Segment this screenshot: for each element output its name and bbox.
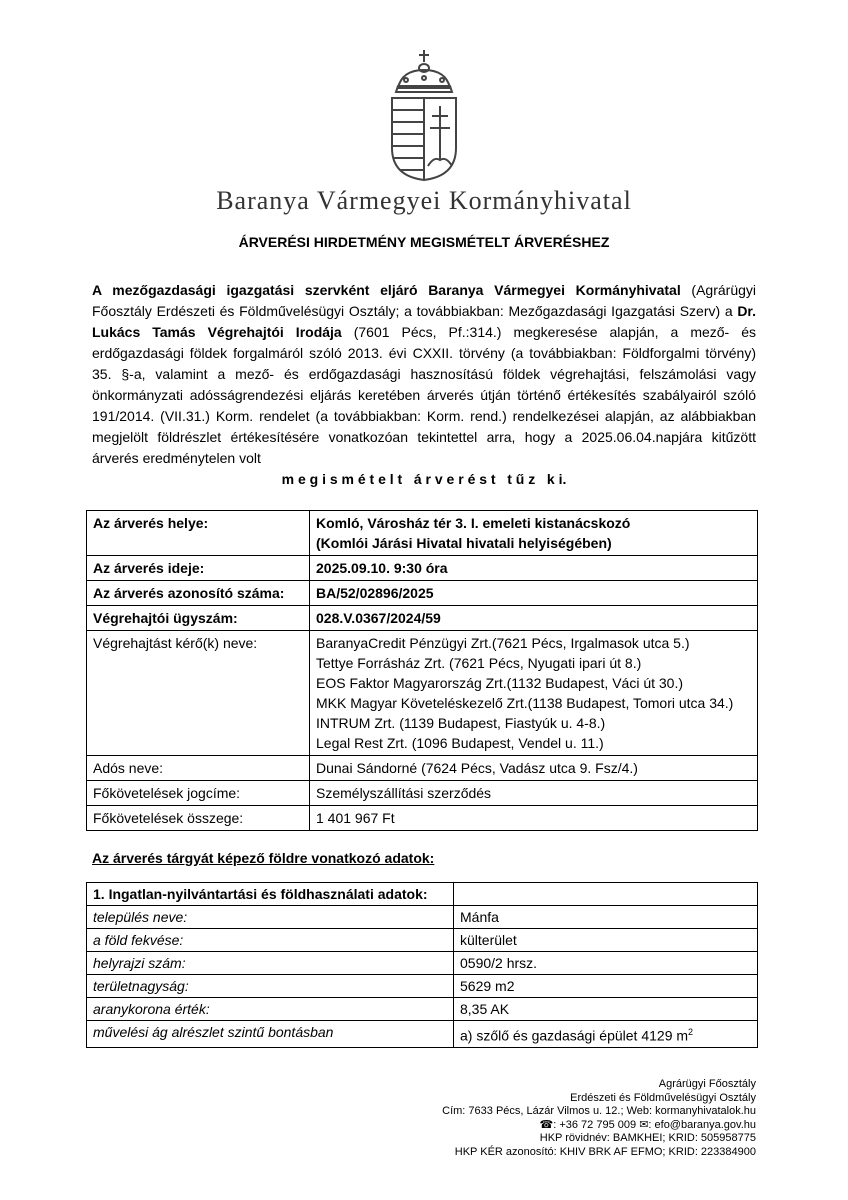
details-label: Az árverés helye: (87, 511, 310, 556)
details-label: Főkövetelések összege: (87, 806, 310, 831)
land-value (454, 906, 758, 929)
land-row (87, 929, 758, 952)
intro-requester: Dr. Lukács Tamás Végrehajtói Irodája (92, 303, 756, 340)
land-value (454, 975, 758, 998)
details-value-line: Dunai Sándorné (7624 Pécs, Vadász utca 9. Fsz/4.) (316, 760, 638, 776)
details-label: Az árverés ideje: (87, 556, 310, 581)
details-value-line: 028.V.0367/2024/59 (316, 610, 441, 626)
details-row (87, 756, 758, 781)
details-row (87, 556, 758, 581)
footer-phone-email (442, 1119, 756, 1133)
intro-text-2: (7601 Pécs, Pf.:314.) megkeresése alapján, a mező- és erdőgazdasági földek forgalmáról szóló 2013. évi CXXII. törvény (a továbbiakban: Földforgalmi törvény) 35. §-a, valamint a mező- és erdőgazdasági hasznosítású földek végrehajtási, felszámolási vagy önkormányzati adósságrendezési eljárás keretében árverés útján történő értékesítés szabályairól szóló 191/2014. (VII.31.) Korm. rendelet (a továbbiakban: Korm. rend.) rendelkezései alapján, az alábbiakban megjelölt földrészlet értékesítésére vonatkozóan tekintettel arra, hogy a 2025.06.04.napjára kitűzött árverés eredménytelen volt (92, 324, 756, 466)
footer-division: Erdészeti és Földművelésügyi Osztály (570, 1091, 756, 1104)
footer-phone: : +36 72 795 009 (553, 1118, 637, 1131)
footer-contact (442, 1078, 756, 1159)
details-value (310, 631, 758, 756)
phone-icon: ☎ (539, 1118, 554, 1131)
details-value-line: EOS Faktor Magyarország Zrt.(1132 Budapest, Váci út 30.) (316, 675, 684, 691)
details-row (87, 631, 758, 756)
details-label: Végrehajtást kérő(k) neve: (87, 631, 310, 756)
land-table-heading-row (87, 883, 758, 906)
footer-hkp-short: HKP rövidnév: BAMKHEI; KRID: 505958775 (539, 1132, 756, 1144)
land-label: aranykorona érték: (87, 998, 454, 1021)
details-value (310, 756, 758, 781)
land-label: település neve: (87, 906, 454, 929)
land-table-heading: 1. Ingatlan-nyilvántartási és földhasználati adatok: (87, 883, 454, 906)
land-label: helyrajzi szám: (87, 952, 454, 975)
land-value (454, 929, 758, 952)
details-value-line: 2025.09.10. 9:30 óra (316, 560, 448, 576)
land-data-table (86, 882, 758, 1048)
details-value-line: Személyszállítási szerződés (316, 785, 492, 801)
details-row (87, 581, 758, 606)
land-value-text: 8,35 AK (460, 1001, 510, 1017)
details-value-line: INTRUM Zrt. (1139 Budapest, Fiastyúk u. 4-8.) (316, 715, 606, 731)
land-label: a föld fekvése: (87, 929, 454, 952)
details-value-line: Tettye Forrásház Zrt. (7621 Pécs, Nyugati ipari út 8.) (316, 655, 642, 671)
email-icon: ✉ (639, 1118, 649, 1131)
announcement: m e g i s m é t e l t á r v e r é s t t ű z k i. (281, 471, 567, 487)
details-value-line: (Komlói Járási Hivatal hivatali helyiségében) (316, 535, 612, 551)
land-value-text: 5629 m2 (460, 978, 515, 994)
land-label: területnagyság: (87, 975, 454, 998)
land-value (454, 1021, 758, 1048)
details-value-line: BaranyaCredit Pénzügyi Zrt.(7621 Pécs, Irgalmasok utca 5.) (316, 635, 690, 651)
details-value (310, 581, 758, 606)
land-value-text: külterület (460, 932, 517, 948)
intro-authority: A mezőgazdasági igazgatási szervként eljáró Baranya Vármegyei Kormányhivatal (92, 282, 681, 298)
details-value-line: BA/52/02896/2025 (316, 585, 434, 601)
land-value (454, 952, 758, 975)
land-section-title: Az árverés tárgyát képező földre vonatkozó adatok: (92, 850, 435, 866)
land-value (454, 998, 758, 1021)
land-row (87, 952, 758, 975)
intro-text-1: (Agrárügyi Főosztály Erdészeti és Földművelésügyi Osztály; a továbbiakban: Mezőgazdasági Igazgatási Szerv) a (92, 282, 756, 319)
details-value (310, 781, 758, 806)
organization-name: Baranya Vármegyei Kormányhivatal (216, 186, 632, 215)
land-row (87, 975, 758, 998)
coat-of-arms-logo (384, 48, 464, 183)
footer-department: Agrárügyi Főosztály (658, 1078, 756, 1090)
details-value-line: MKK Magyar Követeléskezelő Zrt.(1138 Budapest, Tomori utca 34.) (316, 695, 734, 711)
land-row (87, 906, 758, 929)
details-label: Az árverés azonosító száma: (87, 581, 310, 606)
details-row (87, 781, 758, 806)
details-value-line: Komló, Városház tér 3. I. emeleti kistanácskozó (316, 515, 631, 531)
details-value (310, 511, 758, 556)
details-row (87, 806, 758, 831)
details-row (87, 511, 758, 556)
details-label: Adós neve: (87, 756, 310, 781)
footer-hkp-id: HKP KÉR azonosító: KHIV BRK AF EFMO; KRID: 223384900 (454, 1145, 756, 1158)
land-value-superscript: 2 (688, 1027, 694, 1037)
document-title: ÁRVERÉSI HIRDETMÉNY MEGISMÉTELT ÁRVERÉSHEZ (238, 234, 610, 250)
land-value-text: a) szőlő és gazdasági épület 4129 m (460, 1027, 689, 1044)
details-value (310, 806, 758, 831)
land-label: művelési ág alrészlet szintű bontásban (87, 1021, 454, 1048)
details-value-line: Legal Rest Zrt. (1096 Budapest, Vendel u. 11.) (316, 735, 604, 751)
land-table-heading-empty (454, 883, 758, 906)
auction-details-table (86, 510, 758, 831)
intro-paragraph (92, 280, 756, 469)
details-value (310, 606, 758, 631)
land-value-text: 0590/2 hrsz. (460, 955, 538, 971)
details-label: Főkövetelések jogcíme: (87, 781, 310, 806)
details-label: Végrehajtói ügyszám: (87, 606, 310, 631)
land-row (87, 998, 758, 1021)
footer-email: : efo@baranya.gov.hu (648, 1118, 756, 1131)
land-value-text: Mánfa (460, 909, 499, 925)
details-row (87, 606, 758, 631)
details-value-line: 1 401 967 Ft (316, 810, 395, 826)
details-value (310, 556, 758, 581)
footer-address: Cím: 7633 Pécs, Lázár Vilmos u. 12.; Web: kormanyhivatalok.hu (442, 1105, 756, 1117)
land-row (87, 1021, 758, 1048)
